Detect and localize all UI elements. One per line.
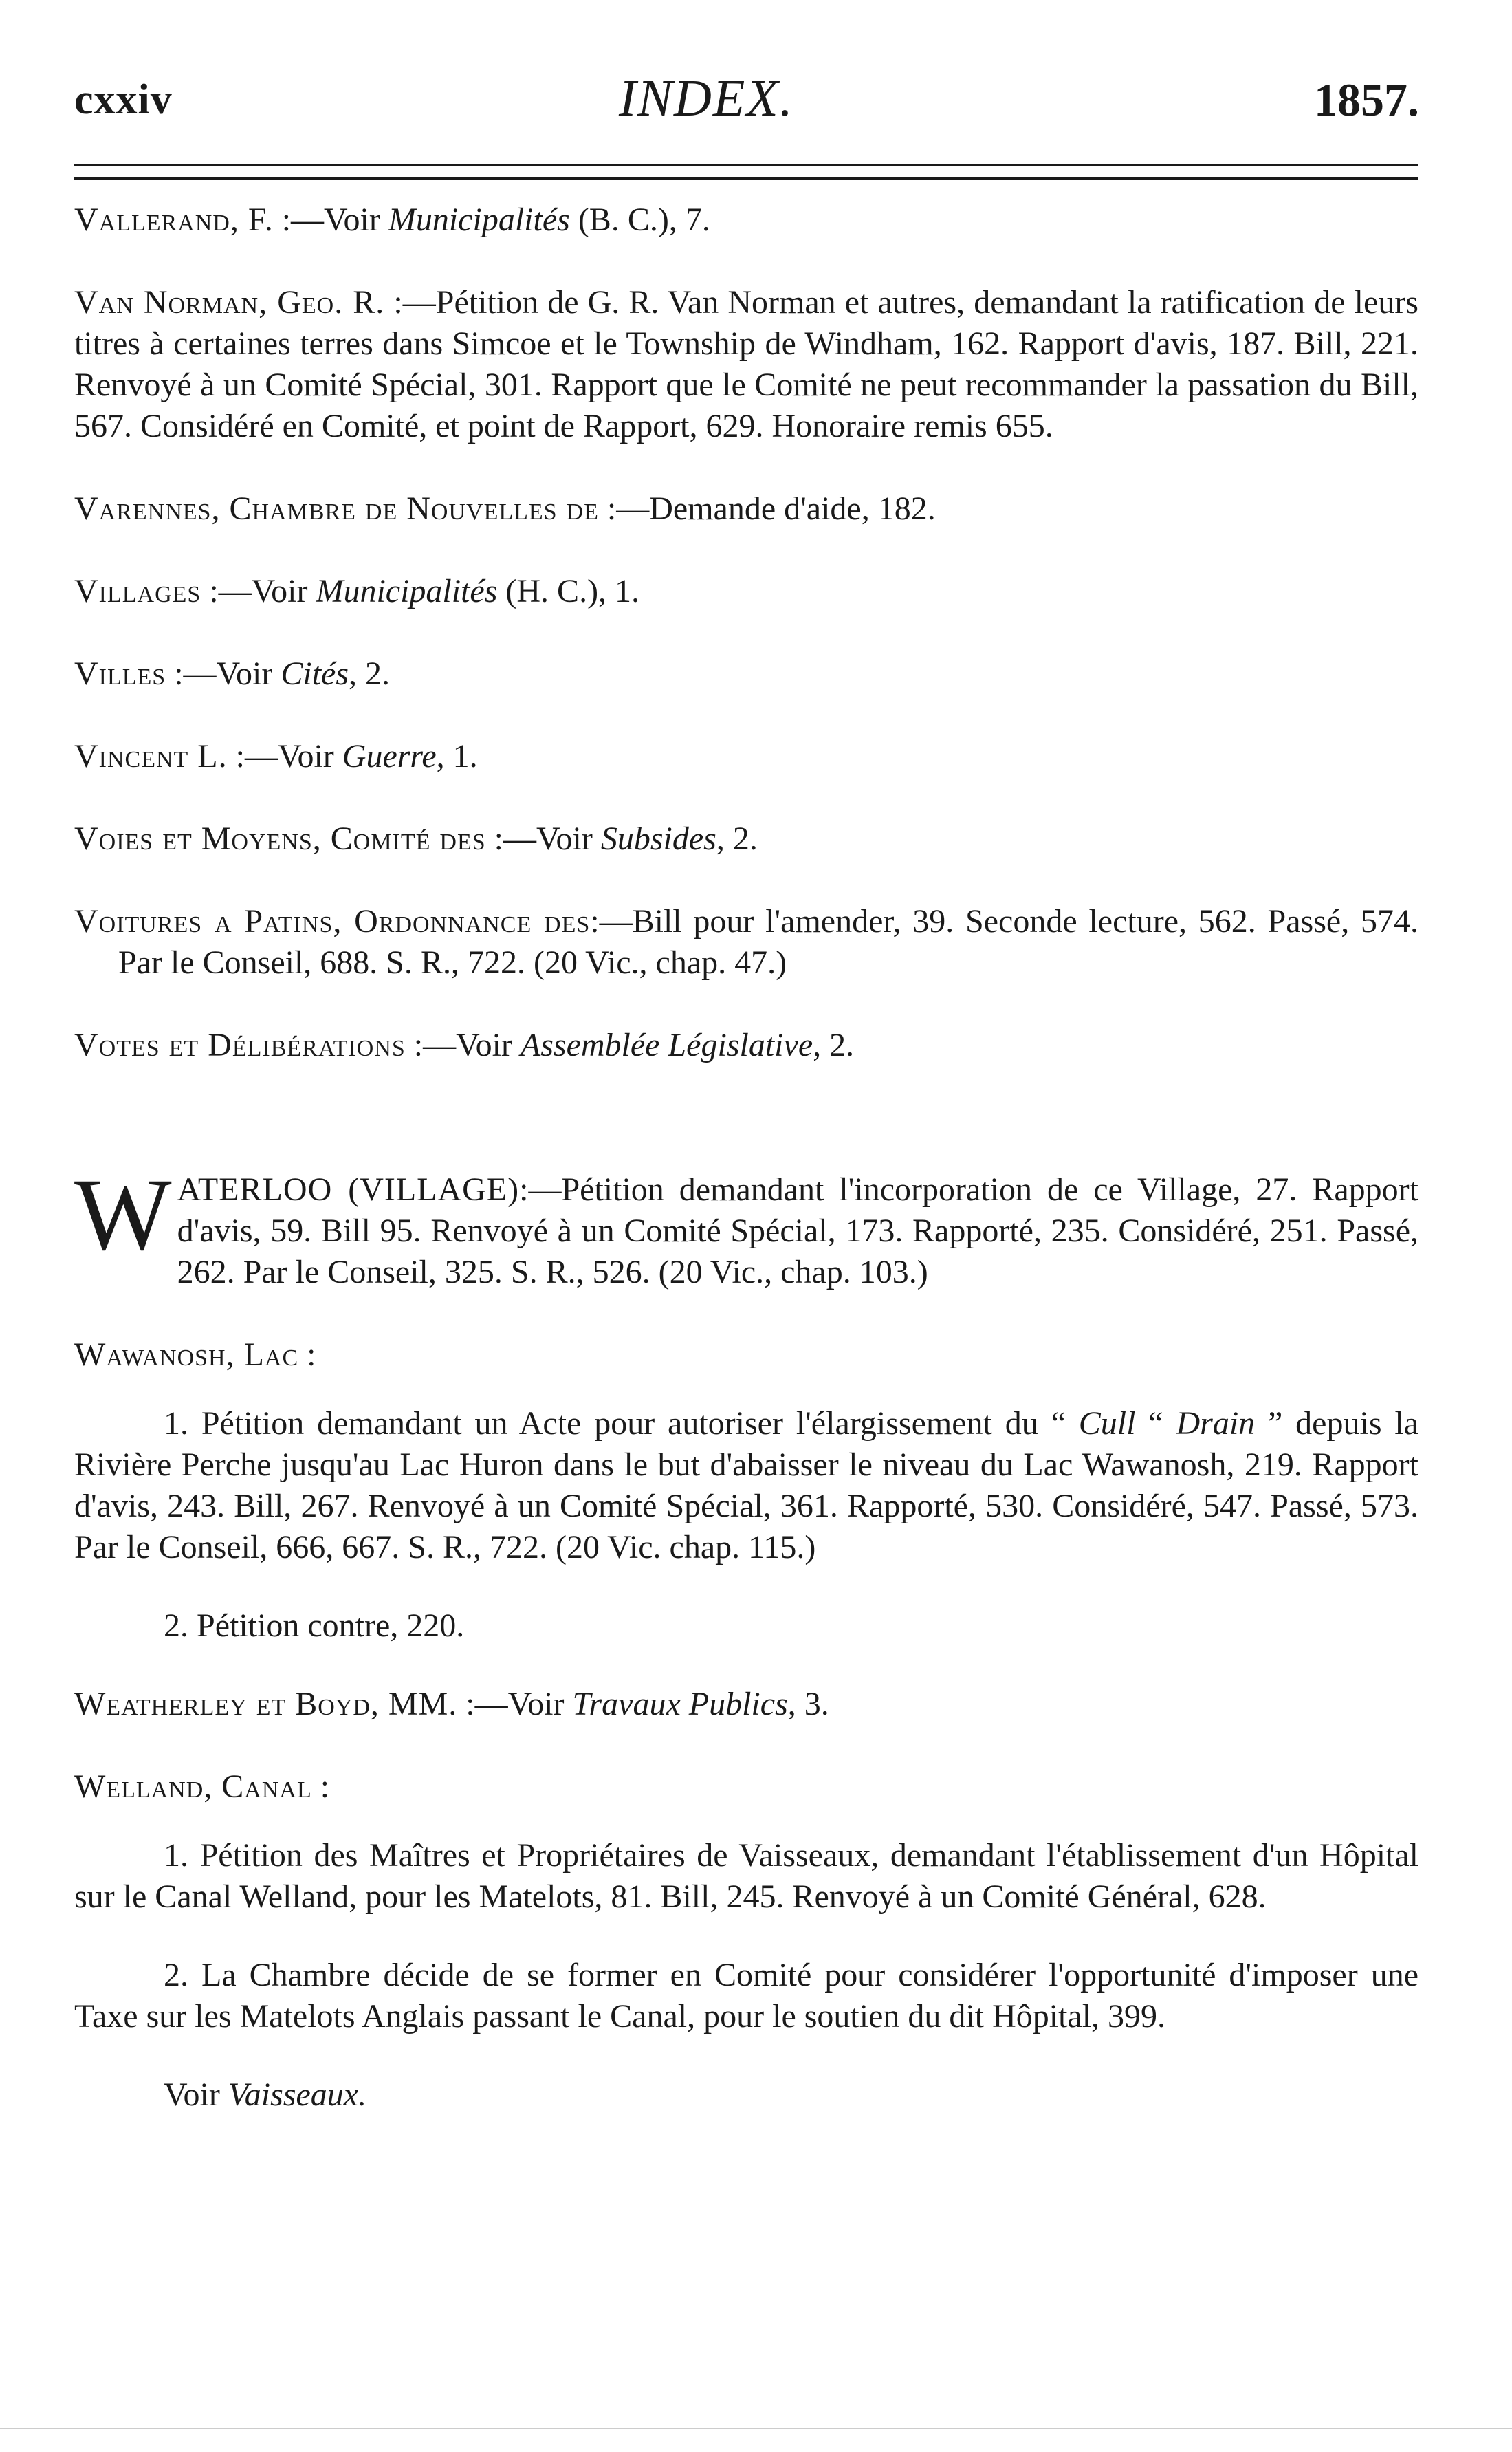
entry-text: :—Voir: [166, 655, 281, 692]
voir-reference: Vaisseaux.: [228, 2076, 367, 2113]
entry-text: :—Pétition demandant l'incorporation de ce Village, 27. Rapport d'avis, 59. Bill 95. Renvoyé à un Comité Spécial, 173. Rapporté, 235. Considéré, 251. Passé, 262. Par le Conseil, 325. S. R., 526. (20 Vic., chap. 103.): [177, 1171, 1418, 1290]
item-text: “: [1135, 1405, 1176, 1442]
entry-heading: Voies et Moyens, Comité des: [74, 821, 486, 857]
entry-tail: , 3.: [787, 1686, 829, 1722]
entry-heading: Villes: [74, 655, 166, 692]
section-gap: [74, 1107, 1418, 1169]
entry-heading: Varennes, Chambre de Nouvelles de: [74, 490, 599, 527]
index-entry-vallerand: [74, 199, 1418, 241]
index-entry-weatherley: [74, 1684, 1418, 1725]
entry-reference: Municipalités: [388, 202, 570, 238]
entry-text: :—Voir: [201, 573, 316, 609]
entry-heading: Welland, Canal: [74, 1768, 312, 1805]
header-rule-bottom: [74, 177, 1418, 180]
entry-tail: (H. C.), 1.: [497, 573, 640, 609]
entry-tail: , 2.: [813, 1027, 855, 1063]
entry-text: :—Pétition de G. R. Van Norman et autres, demandant la ratification de leurs titres à certaines terres dans Simcoe et le Township de Windham, 162. Rapport d'avis, 187. Bill, 221. Renvoyé à un Comité Spécial, 301. Rapport que le Comité ne peut recommander la passation du Bill, 567. Considéré en Comité, et point de Rapport, 629. Honoraire remis 655.: [74, 284, 1418, 444]
welland-item-2: 2. La Chambre décide de se former en Comité pour considérer l'opportunité d'imposer une Taxe sur les Matelots Anglais passant le Canal, pour le soutien du dit Hôpital, 399.: [74, 1957, 1418, 2035]
entry-tail: (B. C.), 7.: [569, 202, 710, 238]
entry-reference: Cités: [281, 655, 349, 692]
page-year: 1857.: [1314, 74, 1419, 126]
entry-reference: Guerre: [342, 738, 437, 774]
entry-reference: Travaux Publics: [572, 1686, 788, 1722]
entry-text: :—Voir: [485, 821, 601, 857]
index-entry-varennes: [74, 488, 1418, 530]
welland-see-also: [74, 2074, 1418, 2116]
entry-text: :—Voir: [273, 202, 388, 238]
entry-heading: ATERLOO (VILLAGE): [177, 1171, 520, 1208]
index-entry-vincent: [74, 736, 1418, 777]
entry-text: :—Voir: [405, 1027, 521, 1063]
entry-text: :: [311, 1768, 330, 1805]
header-rule-top: [74, 164, 1418, 166]
entry-heading: Villages: [74, 573, 201, 609]
voir-label: Voir: [164, 2076, 228, 2113]
index-entry-villes: [74, 653, 1418, 695]
entry-tail: , 2.: [349, 655, 391, 692]
entry-text: :—Voir: [457, 1686, 573, 1722]
index-entry-waterloo: [74, 1158, 1418, 1293]
entry-reference: Assemblée Législative: [520, 1027, 813, 1063]
entry-text: :—Bill pour l'amender, 39. Seconde lecture, 562. Passé, 574. Par le Conseil, 688. S. R., 722. (20 Vic., chap. 47.): [118, 903, 1419, 981]
index-entry-villages: [74, 571, 1418, 612]
index-entry-van-norman: [74, 282, 1418, 447]
entry-reference: Subsides: [600, 821, 716, 857]
entry-text: :: [298, 1336, 316, 1373]
entry-heading: Votes et Délibérations: [74, 1027, 406, 1063]
item-italic: Drain: [1176, 1405, 1256, 1442]
entry-heading: Wawanosh, Lac: [74, 1336, 299, 1373]
page-number: cxxiv: [74, 76, 173, 123]
drop-cap-letter: W: [74, 1158, 172, 1272]
entry-heading: Van Norman, Geo. R.: [74, 284, 385, 321]
entry-tail: , 1.: [436, 738, 478, 774]
index-entry-wawanosh: [74, 1334, 1418, 1376]
index-entry-votes: [74, 1025, 1418, 1066]
entry-text: :—Demande d'aide, 182.: [598, 490, 936, 527]
index-entry-voitures: [74, 901, 1418, 984]
wawanosh-item-1: [74, 1403, 1418, 1568]
entry-heading: Vallerand, F.: [74, 202, 274, 238]
item-text: 1. Pétition demandant un Acte pour autoriser l'élargissement du “: [164, 1405, 1079, 1442]
page-header: [0, 69, 1512, 151]
index-entry-welland: [74, 1766, 1418, 1808]
index-content: [74, 199, 1418, 2116]
item-text: ” depuis la Rivière Perche jusqu'au Lac Huron dans le but d'abaisser le niveau du Lac Wawanosh, 219. Rapport d'avis, 243. Bill, 267. Renvoyé à un Comité Spécial, 361. Rapporté, 530. Considéré, 547. Passé, 573. Par le Conseil, 666, 667. S. R., 722. (20 Vic. chap. 115.): [74, 1405, 1419, 1565]
wawanosh-item-2: 2. Pétition contre, 220.: [164, 1607, 465, 1644]
entry-text: :—Voir: [227, 738, 342, 774]
entry-heading: Vincent L.: [74, 738, 228, 774]
entry-heading: Voitures a Patins, Ordonnance des: [74, 903, 591, 940]
entry-heading: Weatherley et Boyd, MM.: [74, 1686, 458, 1722]
item-italic: Cull: [1078, 1405, 1136, 1442]
index-entry-voies: [74, 818, 1418, 860]
page-title: INDEX.: [619, 69, 794, 127]
entry-tail: , 2.: [716, 821, 758, 857]
page-bottom-edge: [0, 2428, 1512, 2429]
entry-reference: Municipalités: [316, 573, 498, 609]
welland-item-1: 1. Pétition des Maîtres et Propriétaires de Vaisseaux, demandant l'établissement d'un Hôpital sur le Canal Welland, pour les Matelots, 81. Bill, 245. Renvoyé à un Comité Général, 628.: [74, 1837, 1418, 1915]
